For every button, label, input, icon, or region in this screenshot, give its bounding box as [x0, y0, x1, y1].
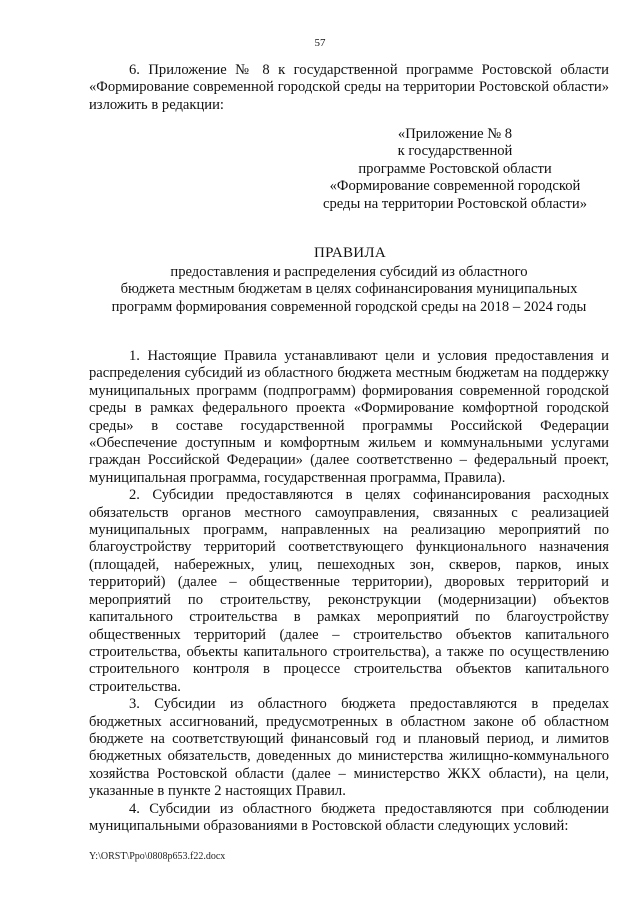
rule-paragraph-1: 1. Настоящие Правила устанавливают цели и условия предоставления и распределения субсидий из областного бюджета местным бюджетам на поддержку муниципальных программ (подпрограмм) формирования современной городской среды в рамках федерального проекта «Формирование комфортной городской среды» в составе государственной программы Российской Федерации «Обеспечение доступным и комфортным жильем и коммунальными услугами граждан Российской Федерации» (далее соответственно – федеральный проект, муниципальная программа, государственная программа, Правила). — [89, 348, 609, 486]
rules-subtitle — [89, 264, 609, 316]
rule-paragraph-2: 2. Субсидии предоставляются в целях софинансирования расходных обязательств органов местного самоуправления, связанных с реализацией муниципальных программ, направленных на реализацию мероприятий по благоустройству территорий соответствующего функционального назначения (площадей, набережных, улиц, пешеходных зон, скверов, парков, иных территорий) (далее – общественные территории), дворовых территорий и мероприятий по строительству, реконструкции (модернизации) объектов капитального строительства в рамках мероприятий по благоустройству общественных территорий (далее – строительство объектов капитального строительства, объекты капитального строительства), а также по осуществлению строительного контроля в процессе строительства объектов капитального строительства. — [89, 487, 609, 695]
rules-body — [89, 348, 609, 835]
appendix-header — [300, 126, 610, 213]
rules-title: ПРАВИЛА — [313, 245, 387, 261]
appendix-header-line: «Формирование современной городской — [329, 178, 581, 195]
intro-paragraph: 6. Приложение № 8 к государственной программе Ростовской области «Формирование современной городской среды на территории Ростовской области» изложить в редакции: — [89, 62, 609, 113]
appendix-header-line: программе Ростовской области — [358, 160, 552, 177]
rules-subtitle-line: бюджета местным бюджетам в целях софинансирования муниципальных — [120, 281, 578, 298]
rule-paragraph-3: 3. Субсидии из областного бюджета предоставляются в пределах бюджетных ассигнований, предусмотренных в областном законе об областном бюджете на соответствующий финансовый год и плановый период, и лимитов бюджетных обязательств, доведенных до министерства жилищно-коммунального хозяйства Ростовской области (далее – министерство ЖКХ области), на цели, указанные в пункте 2 настоящих Правил. — [89, 696, 609, 800]
page-number: 57 — [314, 37, 326, 49]
rules-subtitle-line: предоставления и распределения субсидий из областного — [170, 264, 528, 280]
footer-file-path: Y:\ORST\Ppo\0808p653.f22.docx — [89, 851, 226, 862]
appendix-header-line: среды на территории Ростовской области» — [322, 195, 588, 212]
appendix-header-line: к государственной — [397, 143, 513, 160]
rules-subtitle-line: программ формирования современной городской среды на 2018 – 2024 годы — [111, 298, 587, 315]
appendix-header-line: «Приложение № 8 — [397, 126, 513, 142]
rule-paragraph-4: 4. Субсидии из областного бюджета предоставляются при соблюдении муниципальными образованиями в Ростовской области следующих условий: — [89, 800, 609, 834]
